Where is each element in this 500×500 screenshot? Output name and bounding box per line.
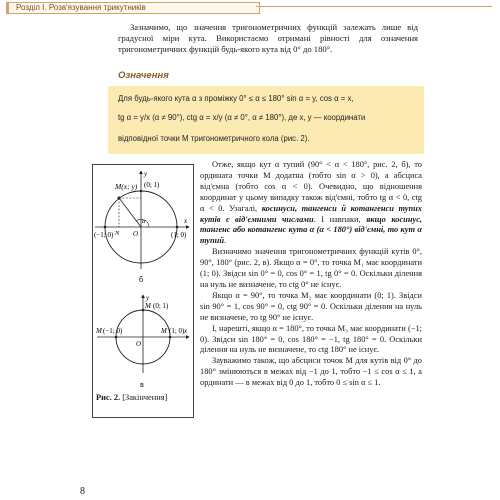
label-x-bottom: x <box>184 327 188 335</box>
intro-text: Зазначимо, що значення тригонометричних функцій залежать лише від градусної міри кута. Використаємо отримані рівності для означення тригонометричних функцій будь-якого кута від 0° до 180°. <box>118 22 418 54</box>
definition-box <box>108 86 424 154</box>
definition-line-3: відповідної точки M тригонометричного кола (рис. 2). <box>118 134 310 143</box>
label-m2: M <box>145 302 151 310</box>
label-m: M(x; y) <box>115 182 138 191</box>
label-right: (1; 0) <box>171 231 187 239</box>
label-y-bottom: y <box>146 294 150 302</box>
label-top: (0; 1) <box>144 181 160 189</box>
label-alpha: α <box>142 218 146 225</box>
label-m2-coords: (0; 1) <box>153 302 169 310</box>
label-left: (−1; 0) <box>94 231 114 239</box>
label-x-top: x <box>184 217 188 225</box>
chapter-title: Розділ І. Розв'язування трикутників <box>16 3 146 12</box>
label-b: б <box>139 275 144 284</box>
label-v: в <box>140 380 144 389</box>
label-m1-coords: (1; 0) <box>169 327 185 335</box>
caption-rest: [Закінчення] <box>120 393 168 402</box>
caption-bold: Рис. 2. <box>96 393 121 402</box>
figure-2 <box>92 164 194 418</box>
label-m3-coords: (−1; 0) <box>103 327 123 335</box>
paragraph-2: Визначимо значення тригонометричних функцій кутів 0°, 90°, 180° (рис. 2, в). Якщо α = 0°, то точка M₁ має координати (1; 0). Звідси sin 0° = 0, cos 0° = 1, tg 0° = 0. Оскільки ділення на нуль не визначене, то ctg 0° не існує. <box>200 247 422 289</box>
paragraph-1: Отже, якщо кут α тупий (90° < α < 180°, рис. 2, б), то ордината точки M додатна (тобто sin α > 0), а абсциса від'ємна (тобто cos α < 0). Очевидно, що відношення координат у цьому випадку також від'ємні, тобто tg α < 0, ctg α < 0. Узагалі, косинуси, тангенси й котангенси тупих кутів є від'ємними числами. І навпаки, якщо косинус, тангенс або котангенс кута α (α < 180°) від'ємні, то кут α тупий. <box>200 160 423 246</box>
page-header <box>0 0 500 14</box>
intro-paragraph <box>118 22 418 55</box>
label-m3: M <box>96 327 102 335</box>
header-rule <box>256 6 492 7</box>
definition-label: Означення <box>118 70 169 81</box>
paragraph-3: Якщо α = 90°, то точка M₂ має координати (0; 1). Звідси sin 90° = 1, cos 90° = 0, ctg 90° = 0. Оскільки ділення на нуль не визначене, то tg 90° не існує. <box>200 290 422 322</box>
definition-line-2: tg α = y/x (α ≠ 90°), ctg α = x/y (α ≠ 0°, α ≠ 180°), де x, y — координати <box>118 113 366 122</box>
label-o-bottom: O <box>136 340 142 348</box>
emphasis-2: якщо косинус, тангенс або котангенс кута α (α < 180°) від'ємні, то кут α тупий <box>200 214 423 246</box>
paragraph-5: Зауважимо також, що абсциси точок M для кутів від 0° до 180° змінюються в межах від −1 до 1, тобто −1 ≤ cos α ≤ 1, а ординати — в межах від 0 до 1, тобто 0 ≤ sin α ≤ 1. <box>200 356 422 388</box>
label-m1: M <box>161 327 167 335</box>
label-n: N <box>115 230 120 237</box>
figure-caption <box>96 393 167 402</box>
label-o-top: O <box>133 230 139 238</box>
radius-om <box>119 198 141 227</box>
page-number: 8 <box>80 486 85 497</box>
unit-circle-diagrams <box>93 165 193 417</box>
definition-line-1: Для будь-якого кута α з проміжку 0° ≤ α ≤ 180° sin α = y, cos α = x, <box>118 94 354 103</box>
emphasis-1: косинуси, тангенси й котангенси тупих кутів є від'ємними числами <box>200 203 422 224</box>
label-y-top: y <box>144 170 148 178</box>
paragraph-4: І, нарешті, якщо α = 180°, то точка M₃ має координати (−1; 0). Звідси sin 180° = 0, cos 180° = −1, tg 180° = 0. Оскільки ділення на нуль не визначене, то ctg 180° не існує. <box>200 323 422 355</box>
body-text <box>200 160 422 389</box>
